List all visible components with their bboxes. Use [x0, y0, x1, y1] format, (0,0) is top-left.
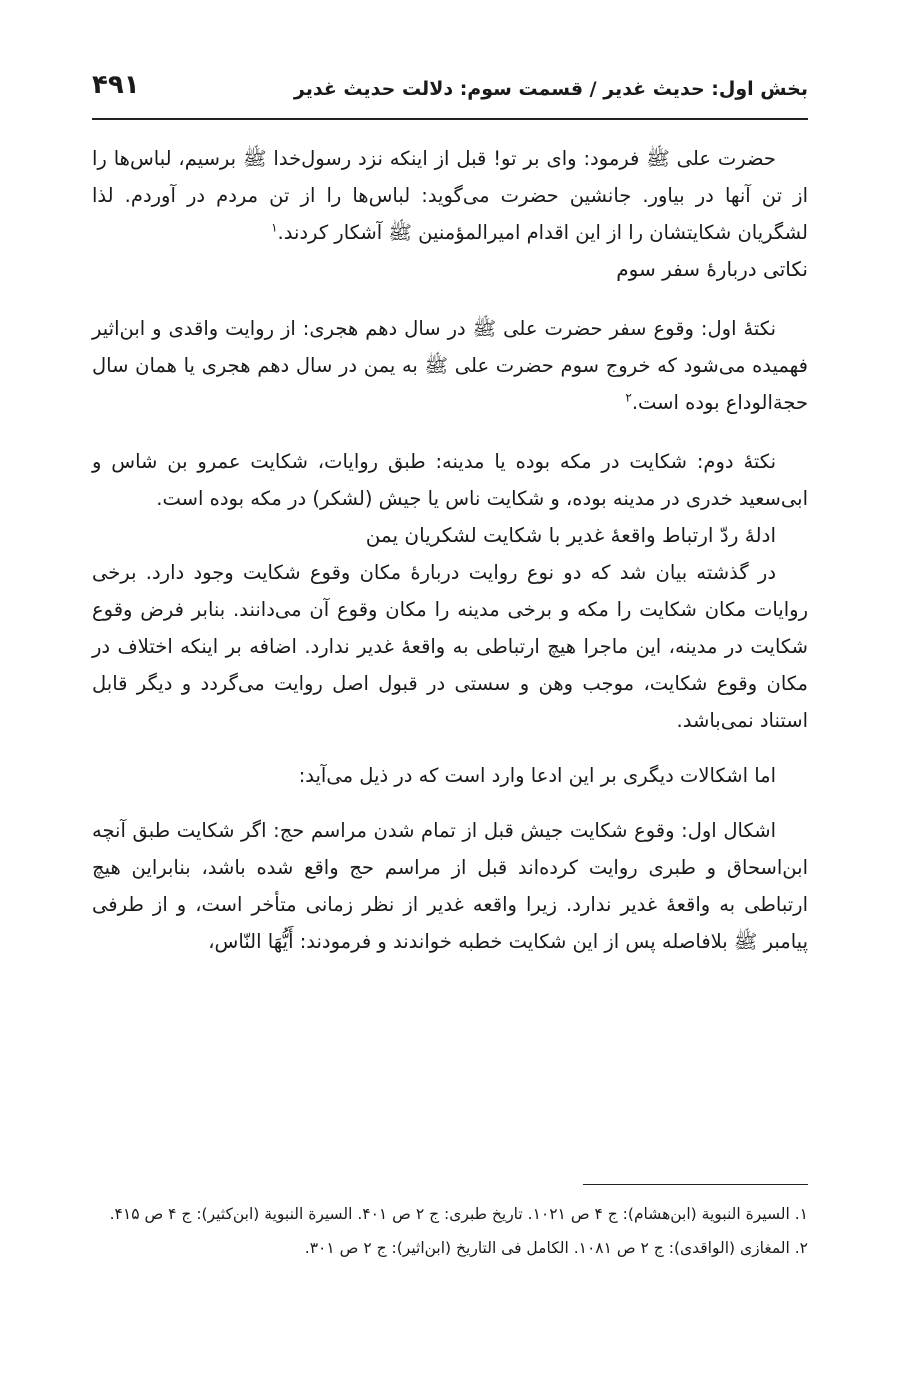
- page-number: ۴۹۱: [92, 70, 140, 100]
- running-header: [92, 72, 808, 120]
- footnote-ref-2[interactable]: ۲: [625, 390, 632, 405]
- footnotes: [92, 1200, 808, 1262]
- footnote-1: ۱. السیرة النبویة (ابن‌هشام): ج ۴ ص ۱۰۲۱. تاریخ طبری: ج ۲ ص ۴۰۱. السیرة النبویة (ابن‌کثیر): ج ۴ ص ۴۱۵.: [109, 1205, 808, 1223]
- header-title: بخش اول: حدیث غدیر / قسمت سوم: دلالت حدیث غدیر: [293, 78, 808, 100]
- paragraph-1: [92, 140, 808, 251]
- section-heading-notes: نکاتی دربارهٔ سفر سوم: [616, 257, 808, 281]
- paragraph-2-text: نکتهٔ اول: وقوع سفر حضرت علی ﷺ در سال دهم هجری: از روایت واقدی و ابن‌اثیر فهمیده می‌شود که خروج سوم حضرت علی ﷺ به یمن در سال دهم هجری یا همان سال حجة‌الوداع بوده است.: [92, 317, 808, 414]
- paragraph-2: [92, 310, 808, 421]
- paragraph-1-text: حضرت علی ﷺ فرمود: وای بر تو! قبل از اینکه نزد رسول‌خدا ﷺ برسیم، لباس‌ها را از تن آنها در بیاور. جانشین حضرت می‌گوید: لباس‌ها را از تن مردم در آوردم. لذا لشگریان شکایتشان را از این اقدام امیرالمؤمنین ﷺ آشکار کردند.: [92, 147, 808, 244]
- footnote-2: ۲. المغازی (الواقدی): ج ۲ ص ۱۰۸۱. الکامل فی التاریخ (ابن‌اثیر): ج ۲ ص ۳۰۱.: [304, 1239, 808, 1257]
- paragraph-6: اشکال اول: وقوع شکایت جیش قبل از تمام شدن مراسم حج: اگر شکایت طبق آنچه ابن‌اسحاق و طبری روایت کرده‌اند قبل از مراسم حج واقع شده باشد، بنابراین هیچ ارتباطی به واقعهٔ غدیر ندارد. زیرا واقعه غدیر از نظر زمانی متأخر است، و از طرفی پیامبر ﷺ بلافاصله پس از این شکایت خطبه خواندند و فرمودند: أَیُّهَا النّاس،: [92, 819, 808, 953]
- section-heading-arguments: ادلهٔ ردّ ارتباط واقعهٔ غدیر با شکایت لشکریان یمن: [365, 523, 776, 547]
- footnote-divider: [583, 1184, 808, 1185]
- paragraph-3: نکتهٔ دوم: شکایت در مکه بوده یا مدینه: طبق روایات، شکایت عمرو بن شاس و ابی‌سعید خدری در مدینه بوده، و شکایت ناس یا جیش (لشکر) در مکه بوده است.: [92, 450, 808, 510]
- paragraph-5: اما اشکالات دیگری بر این ادعا وارد است که در ذیل می‌آید:: [298, 764, 776, 787]
- paragraph-4: در گذشته بیان شد که دو نوع روایت دربارهٔ مکان وقوع شکایت وجود دارد. برخی روایات مکان شکایت را مکه و برخی مدینه را مکان وقوع آن می‌دانند. بنابر فرض وقوع شکایت در مدینه، این ماجرا هیچ ارتباطی به واقعهٔ غدیر ندارد. اضافه بر اینکه اختلاف در مکان وقوع شکایت، موجب وهن و سستی در قبول اصل روایت می‌گردد و دیگر قابل استناد نمی‌باشد.: [92, 561, 808, 732]
- main-text: [92, 140, 808, 960]
- footnote-ref-1[interactable]: ۱: [271, 220, 278, 235]
